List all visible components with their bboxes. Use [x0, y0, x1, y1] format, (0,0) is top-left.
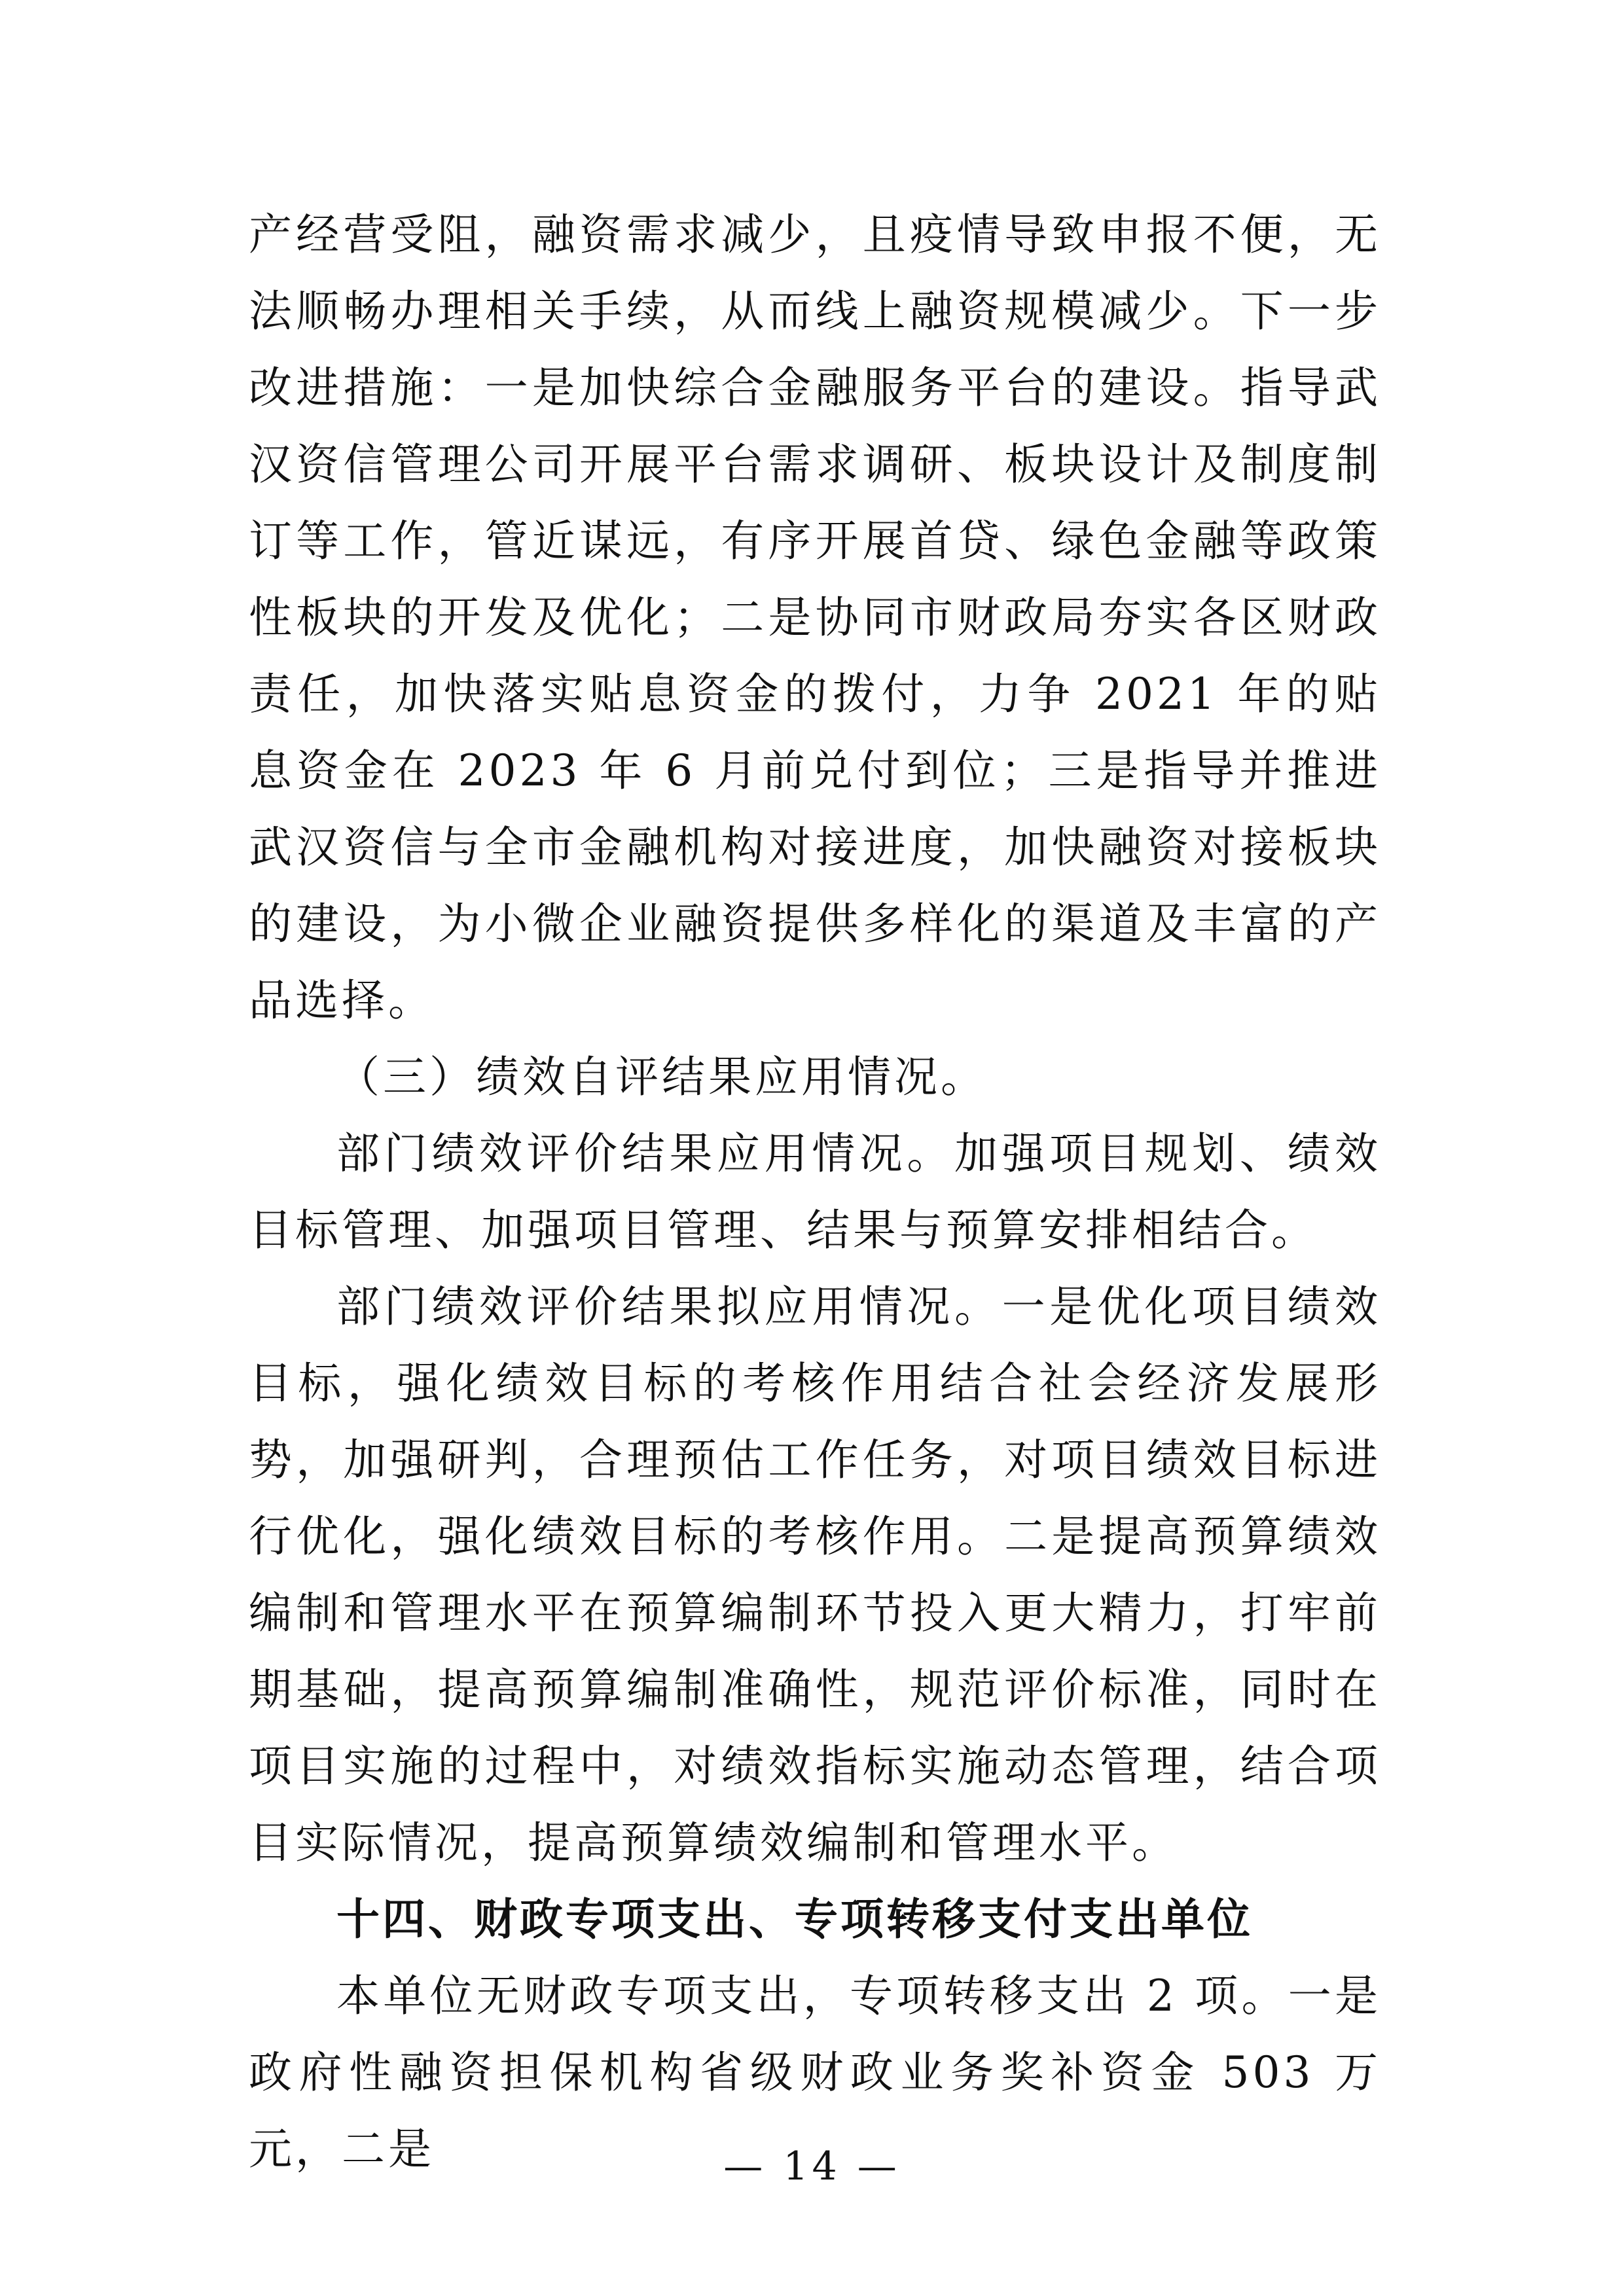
paragraph-planned-application: 部门绩效评价结果拟应用情况。一是优化项目绩效目标，强化绩效目标的考核作用结合社会经济发展形势，加强研判，合理预估工作任务，对项目绩效目标进行优化，强化绩效目标的考核作用。二是提高预算绩效编制和管理水平在预算编制环节投入更大精力，打牢前期基础，提高预算编制准确性，规范评价标准，同时在项目实施的过程中，对绩效指标实施动态管理，结合项目实际情况，提高预算绩效编制和管理水平。 [249, 1282, 1381, 1868]
paragraph-results-application: 部门绩效评价结果应用情况。加强项目规划、绩效目标管理、加强项目管理、结果与预算安排相结合。 [249, 1128, 1381, 1255]
paragraph-continuation: 产经营受阻，融资需求减少，且疫情导致申报不便，无法顺畅办理相关手续，从而线上融资规模减少。下一步改进措施：一是加快综合金融服务平台的建设。指导武汉资信管理公司开展平台需求调研、板块设计及制度制订等工作，管近谋远，有序开展首贷、绿色金融等政策性板块的开发及优化；二是协同市财政局夯实各区财政责任，加快落实贴息资金的拨付，力争 2021 年的贴息资金在 2023 年 6 月前兑付到位；三是指导并推进武汉资信与全市金融机构对接进度，加快融资对接板块的建设，为小微企业融资提供多样化的渠道及丰富的产品选择。 [249, 209, 1381, 1026]
section-heading: 十四、财政专项支出、专项转移支付支出单位 [336, 1894, 1253, 1945]
paragraph-special-expenditure: 本单位无财政专项支出，专项转移支出 2 项。一是政府性融资担保机构省级财政业务奖补资金 503 万元，二是 [249, 1971, 1381, 2174]
page-number: — 14 — [723, 2144, 901, 2189]
subsection-heading: （三）绩效自评结果应用情况。 [336, 1052, 987, 1102]
page-body [249, 196, 1381, 2187]
